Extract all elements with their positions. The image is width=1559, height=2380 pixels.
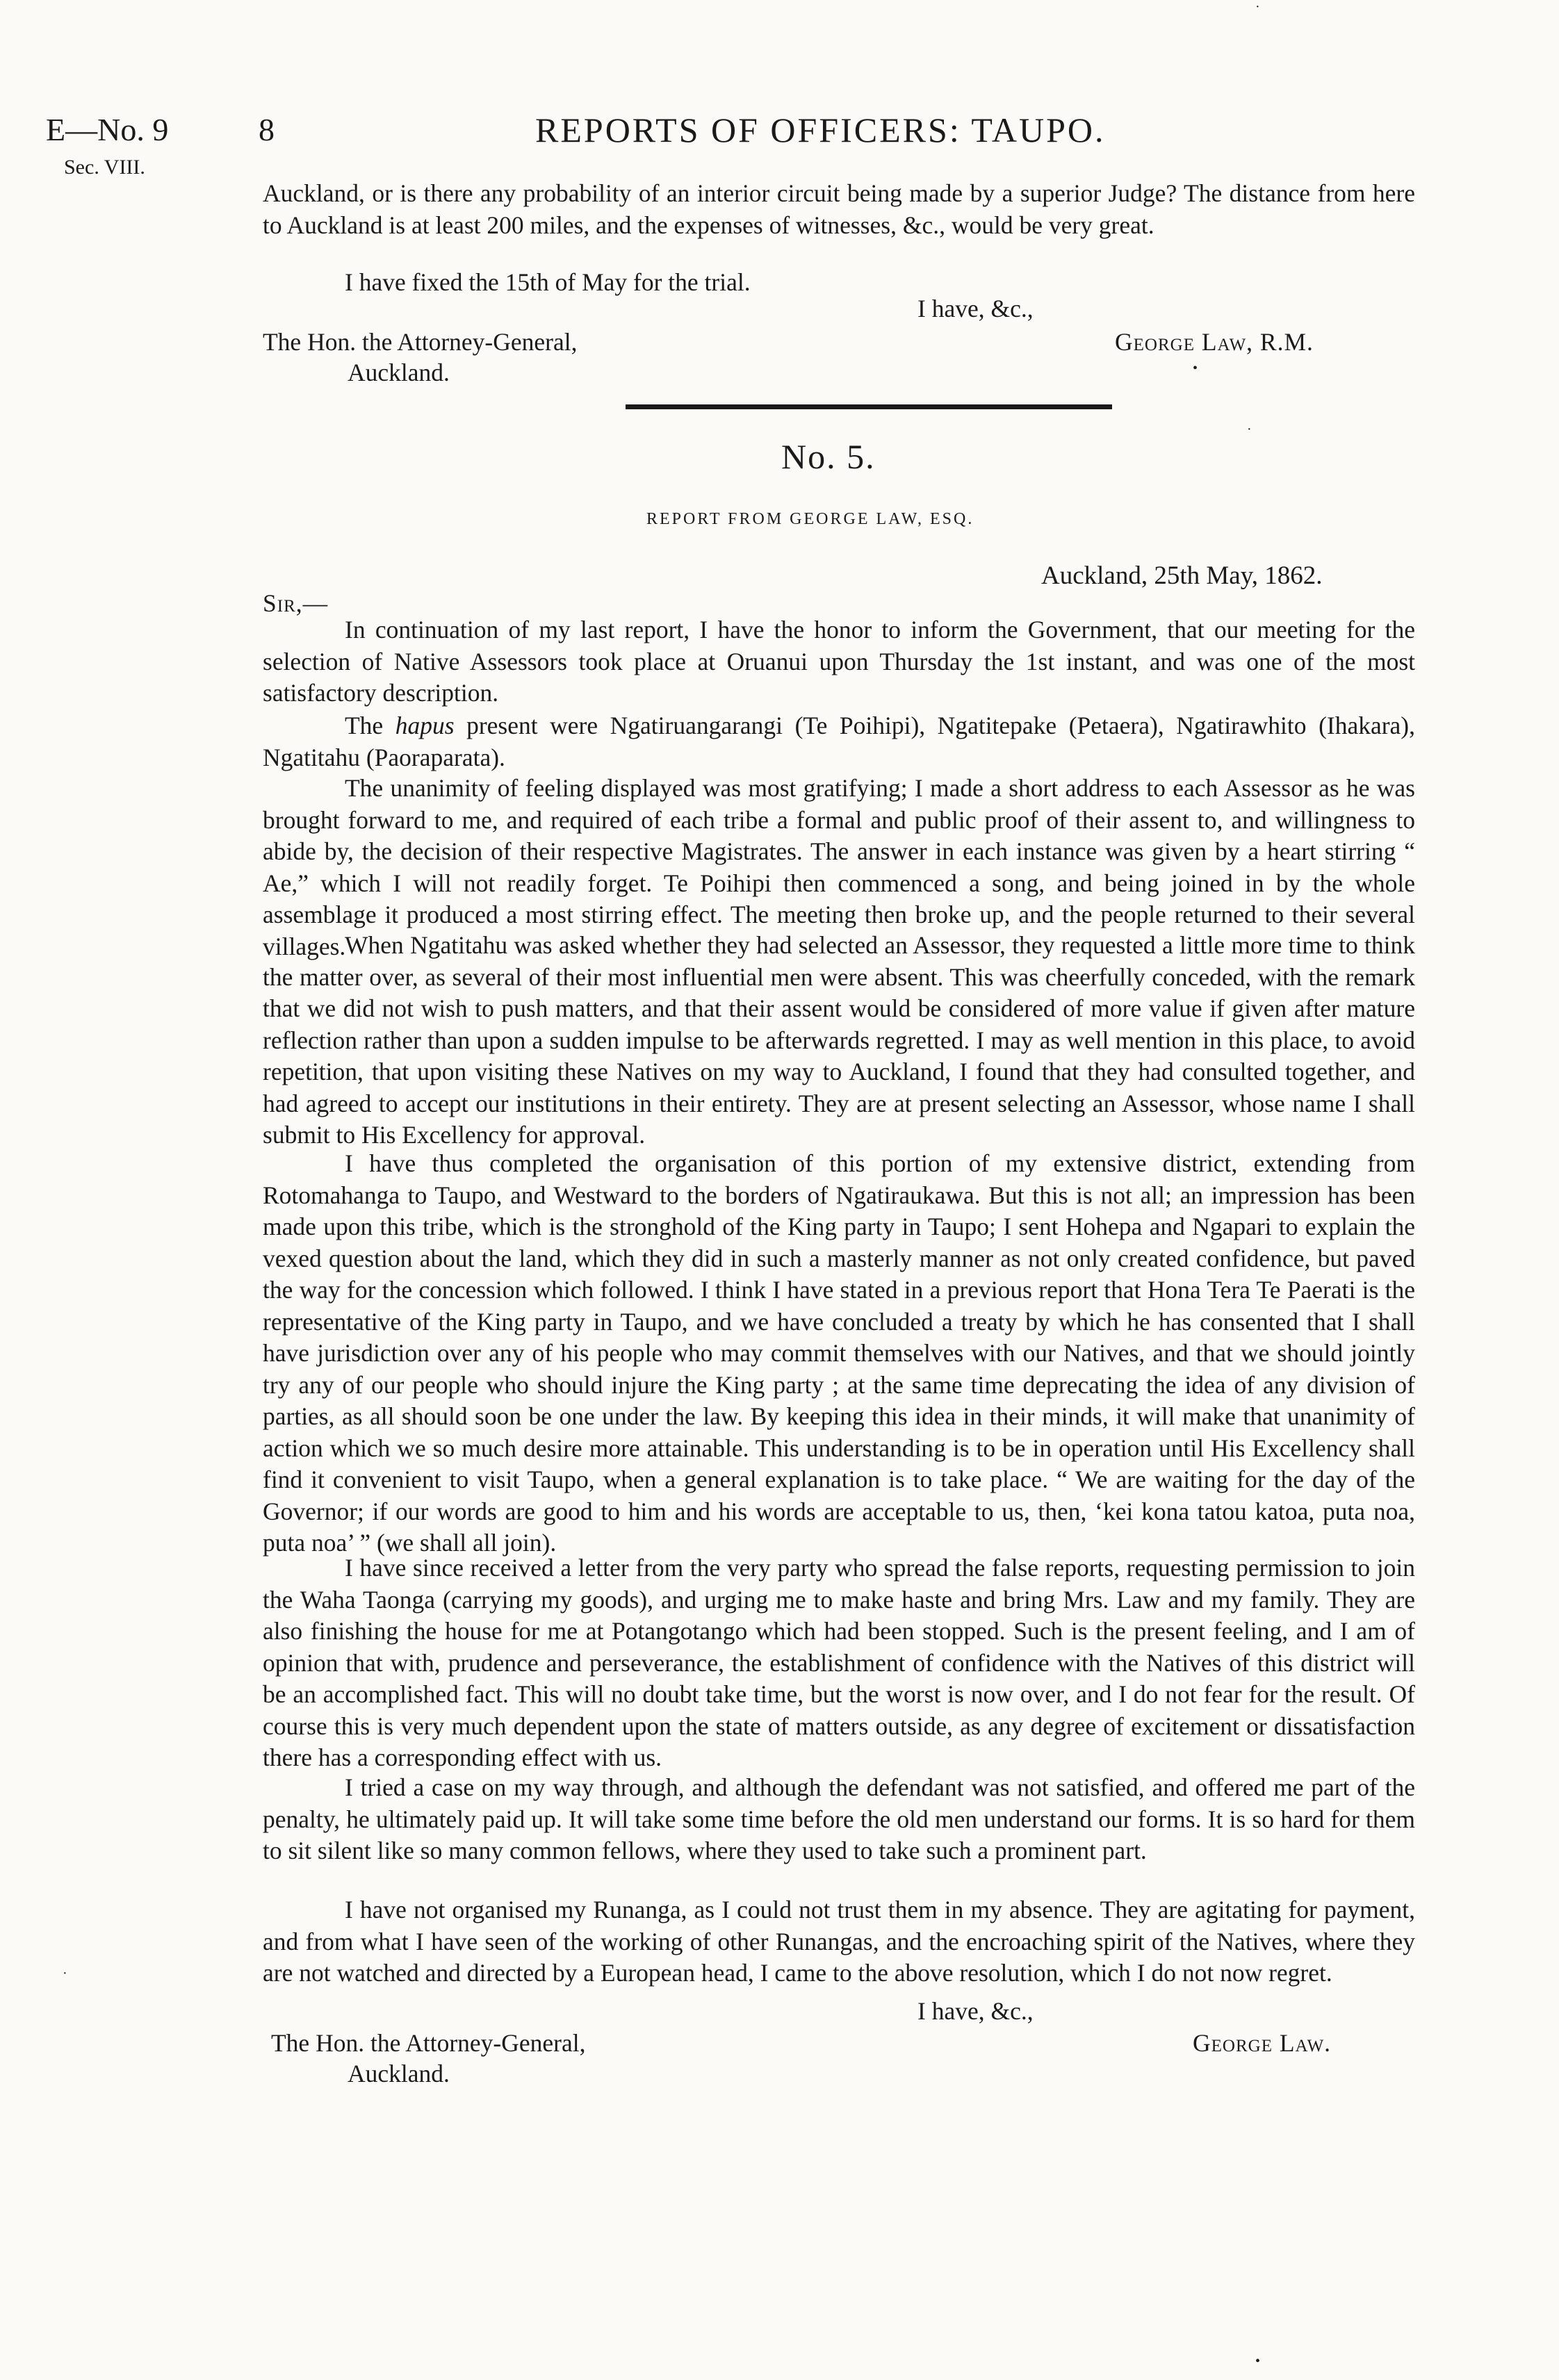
report-recipient-place: Auckland. xyxy=(348,2060,450,2087)
letter-recipient-place: Auckland. xyxy=(348,359,450,386)
trial-date-line: I have fixed the 15th of May for the trial. xyxy=(345,268,751,296)
report-paragraph-3: The unanimity of feeling displayed was most gratifying; I made a short address to each Assessor as he was brought forward to me, and required of each tribe a formal and public proof of their assent to, and willingness to abide by, the decision of their respective Magistrates. The answer in each instance was given by a heart stirring “ Ae,” which I will not readily forget. Te Poihipi then commenced a song, and being joined in by the whole assemblage it produced a most stirring effect. The meeting then broke up, and the people returned to their several villages. xyxy=(263,774,1415,960)
report-signature: George Law. xyxy=(1193,2029,1332,2057)
report-paragraph-5: I have thus completed the organisation of this portion of my extensive district, extending from Rotomahanga to Taupo, and Westward to the borders of Ngatiraukawa. But this is not all; an impression has been made upon this tribe, which is the stronghold of the King party in Taupo; I sent Hohepa and Ngapari to explain the vexed question about the land, which they did in such a masterly manner as not only created confidence, but paved the way for the concession which followed. I think I have stated in a previous report that Hona Tera Te Paerati is the representative of the King party in Taupo, and we have concluded a treaty by which he has consented that I shall have jurisdiction over any of his people who may commit themselves with our Natives, and that we should jointly try any of our people who should injure the King party ; at the same time deprecating the idea of any division of parties, as all should soon be one under the law. By keeping this idea in their minds, it will make that unanimity of action which we so much desire more attainable. This understanding is to be in operation until His Excellency shall find it convenient to visit Taupo, when a general explanation is to take place. “ We are waiting for the day of the Governor; if our words are good to him and his words are acceptable to us, then, ‘kei kona tatou katoa, puta noa, puta noa’ ” (we shall all join). xyxy=(263,1149,1415,1557)
page-number: 8 xyxy=(259,112,275,147)
report-paragraph-8: I have not organised my Runanga, as I could not trust them in my absence. They are agitating for payment, and from what I have seen of the working of other Runangas, and the encroaching spirit of the Natives, where they are not watched and directed by a European head, I came to the above resolution, which I do not now regret. xyxy=(263,1896,1415,1987)
hapus-list: present were Ngatiruangarangi (Te Poihipi), Ngatitepake (Petaera), Ngatirawhito (Ihakara), Ngatitahu (Paoraparata). xyxy=(263,712,1415,771)
report-number: No. 5. xyxy=(781,437,876,476)
letter-recipient: The Hon. the Attorney-General, xyxy=(263,328,578,356)
report-closing: I have, &c., xyxy=(917,1997,1034,2025)
section-number: Sec. VIII. xyxy=(64,156,145,179)
letter-signature: George Law, R.M. xyxy=(1115,328,1314,356)
report-paragraph-1: In continuation of my last report, I have the honor to inform the Government, that our meeting for the selection of Native Assessors took place at Oruanui upon Thursday the 1st instant, and was one of the most satisfactory description. xyxy=(263,616,1415,707)
report-heading: REPORT FROM GEORGE LAW, ESQ. xyxy=(646,510,974,528)
ink-dot: • xyxy=(1193,361,1198,376)
report-recipient: The Hon. the Attorney-General, xyxy=(271,2029,586,2057)
letter-closing: I have, &c., xyxy=(917,295,1034,322)
hapus-prefix: The xyxy=(345,712,384,739)
letter-body-continuation: Auckland, or is there any probability of an interior circuit being made by a superior Judge? The distance from here to Auckland is at least 200 miles, and the expenses of witnesses, &c., would be very great. xyxy=(263,179,1415,239)
print-speck: • xyxy=(1255,2354,1261,2369)
report-paragraph-6: I have since received a letter from the very party who spread the false reports, requesting permission to join the Waha Taonga (carrying my goods), and urging me to make haste and bring Mrs. Law and my family. They are also finishing the house for me at Potangotango which had been stopped. Such is the present feeling, and I am of opinion that with, prudence and perseverance, the establishment of confidence with the Natives of this district will be an accomplished fact. This will no doubt take time, but the worst is now over, and I do not fear for the result. Of course this is very much dependent upon the state of matters outside, as any degree of excitement or dissatisfaction there has a corresponding effect with us. xyxy=(263,1554,1415,1771)
hapus-word: hapus xyxy=(395,712,455,739)
report-place-date: Auckland, 25th May, 1862. xyxy=(1041,561,1323,590)
print-speck: · xyxy=(1247,422,1252,437)
report-paragraph-7: I tried a case on my way through, and although the defendant was not satisfied, and offered me part of the penalty, he ultimately paid up. It will take some time before the old men understand our forms. It is so hard for them to sit silent like so many common fellows, where they used to take such a prominent part. xyxy=(263,1773,1415,1864)
report-paragraph-2 xyxy=(263,710,1415,773)
report-salutation: Sir,— xyxy=(263,589,329,617)
document-id: E—No. 9 xyxy=(46,112,169,147)
section-divider xyxy=(626,404,1112,409)
running-title: REPORTS OF OFFICERS: TAUPO. xyxy=(535,110,1106,149)
report-paragraph-4: When Ngatitahu was asked whether they had selected an Assessor, they requested a little more time to think the matter over, as several of their most influential men were absent. This was cheerfully conceded, with the remark that we did not wish to push matters, and that their assent would be considered of more value if given after mature reflection rather than upon a sudden impulse to be afterwards regretted. I may as well mention in this place, to avoid repetition, that upon visiting these Natives on my way to Auckland, I found that they had consulted together, and had agreed to accept our institutions in their entirety. They are at present selecting an Assessor, whose name I shall submit to His Excellency for approval. xyxy=(263,931,1415,1149)
print-speck: · xyxy=(1255,0,1260,15)
print-speck: · xyxy=(63,1966,67,1981)
